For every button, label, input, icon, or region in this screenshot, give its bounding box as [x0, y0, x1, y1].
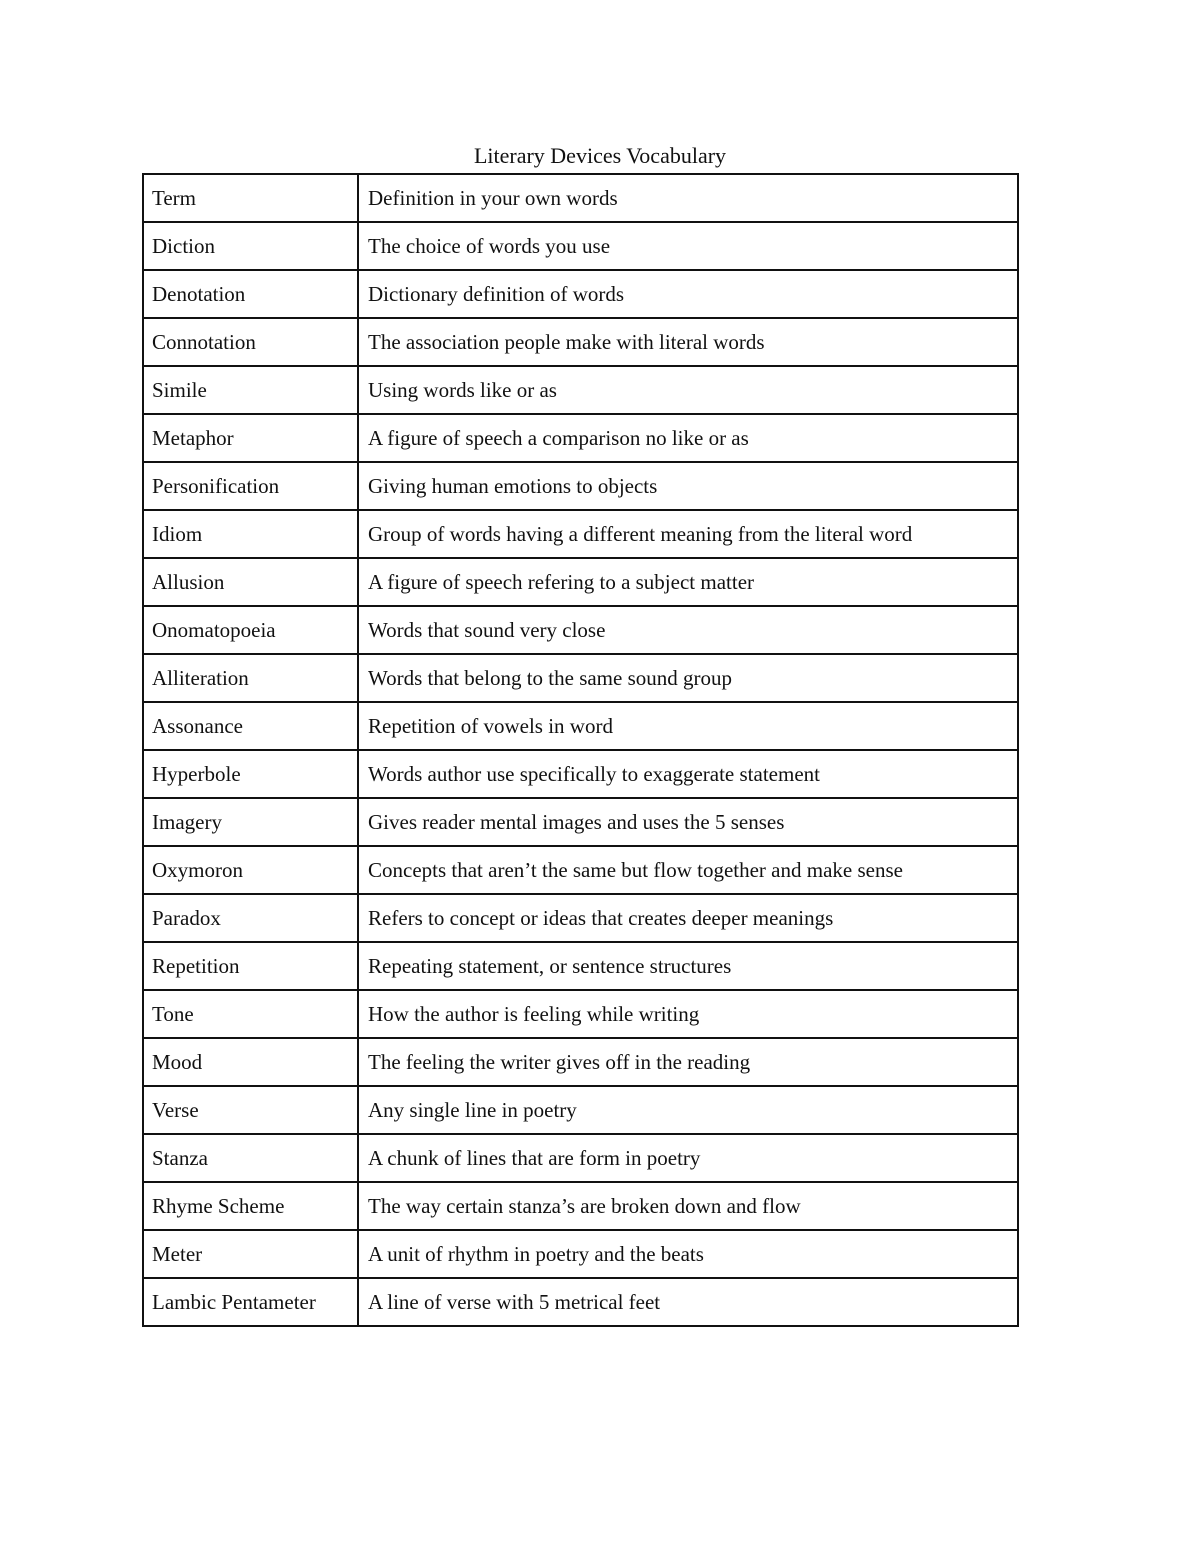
definition-cell: A figure of speech refering to a subject matter: [358, 558, 1018, 606]
definition-cell: Gives reader mental images and uses the 5 senses: [358, 798, 1018, 846]
term-cell: Connotation: [143, 318, 358, 366]
table-row: [143, 462, 1018, 510]
term-cell: Allusion: [143, 558, 358, 606]
table-row: [143, 1038, 1018, 1086]
table-row: [143, 1230, 1018, 1278]
table-row: [143, 366, 1018, 414]
definition-cell: How the author is feeling while writing: [358, 990, 1018, 1038]
table-row: [143, 414, 1018, 462]
table-row: [143, 1278, 1018, 1326]
definition-cell: Words that belong to the same sound group: [358, 654, 1018, 702]
term-cell: Alliteration: [143, 654, 358, 702]
table-row: [143, 798, 1018, 846]
table-row: [143, 270, 1018, 318]
definition-cell: The feeling the writer gives off in the reading: [358, 1038, 1018, 1086]
term-cell: Assonance: [143, 702, 358, 750]
table-row: [143, 654, 1018, 702]
term-cell: Rhyme Scheme: [143, 1182, 358, 1230]
term-cell: Mood: [143, 1038, 358, 1086]
definition-cell: A figure of speech a comparison no like or as: [358, 414, 1018, 462]
definition-cell: Repetition of vowels in word: [358, 702, 1018, 750]
table-row: [143, 222, 1018, 270]
definition-cell: Refers to concept or ideas that creates deeper meanings: [358, 894, 1018, 942]
term-cell: Tone: [143, 990, 358, 1038]
table-row: [143, 1182, 1018, 1230]
table-row: [143, 558, 1018, 606]
table-row: [143, 1086, 1018, 1134]
table-row: [143, 318, 1018, 366]
definition-cell: Group of words having a different meaning from the literal word: [358, 510, 1018, 558]
header-definition: Definition in your own words: [358, 174, 1018, 222]
definition-cell: Any single line in poetry: [358, 1086, 1018, 1134]
term-cell: Idiom: [143, 510, 358, 558]
definition-cell: Dictionary definition of words: [358, 270, 1018, 318]
header-term: Term: [143, 174, 358, 222]
definition-cell: The association people make with literal words: [358, 318, 1018, 366]
term-cell: Repetition: [143, 942, 358, 990]
definition-cell: Concepts that aren’t the same but flow together and make sense: [358, 846, 1018, 894]
table-row: [143, 942, 1018, 990]
definition-cell: A unit of rhythm in poetry and the beats: [358, 1230, 1018, 1278]
term-cell: Meter: [143, 1230, 358, 1278]
definition-cell: Words author use specifically to exaggerate statement: [358, 750, 1018, 798]
table-row: [143, 510, 1018, 558]
definition-cell: Words that sound very close: [358, 606, 1018, 654]
term-cell: Verse: [143, 1086, 358, 1134]
term-cell: Diction: [143, 222, 358, 270]
term-cell: Hyperbole: [143, 750, 358, 798]
term-cell: Onomatopoeia: [143, 606, 358, 654]
definition-cell: A line of verse with 5 metrical feet: [358, 1278, 1018, 1326]
definition-cell: The choice of words you use: [358, 222, 1018, 270]
term-cell: Imagery: [143, 798, 358, 846]
table-row: [143, 750, 1018, 798]
table-row: [143, 702, 1018, 750]
term-cell: Denotation: [143, 270, 358, 318]
table-row: [143, 606, 1018, 654]
term-cell: Personification: [143, 462, 358, 510]
definition-cell: The way certain stanza’s are broken down and flow: [358, 1182, 1018, 1230]
table-row: [143, 894, 1018, 942]
definition-cell: A chunk of lines that are form in poetry: [358, 1134, 1018, 1182]
definition-cell: Repeating statement, or sentence structures: [358, 942, 1018, 990]
term-cell: Lambic Pentameter: [143, 1278, 358, 1326]
term-cell: Paradox: [143, 894, 358, 942]
term-cell: Stanza: [143, 1134, 358, 1182]
vocabulary-table-body: [143, 174, 1018, 1326]
term-cell: Simile: [143, 366, 358, 414]
term-cell: Metaphor: [143, 414, 358, 462]
term-cell: Oxymoron: [143, 846, 358, 894]
vocabulary-table: [142, 173, 1019, 1327]
table-row: [143, 1134, 1018, 1182]
table-row: [143, 990, 1018, 1038]
definition-cell: Giving human emotions to objects: [358, 462, 1018, 510]
definition-cell: Using words like or as: [358, 366, 1018, 414]
table-row: [143, 846, 1018, 894]
table-header-row: [143, 174, 1018, 222]
document-title: Literary Devices Vocabulary: [473, 143, 727, 168]
